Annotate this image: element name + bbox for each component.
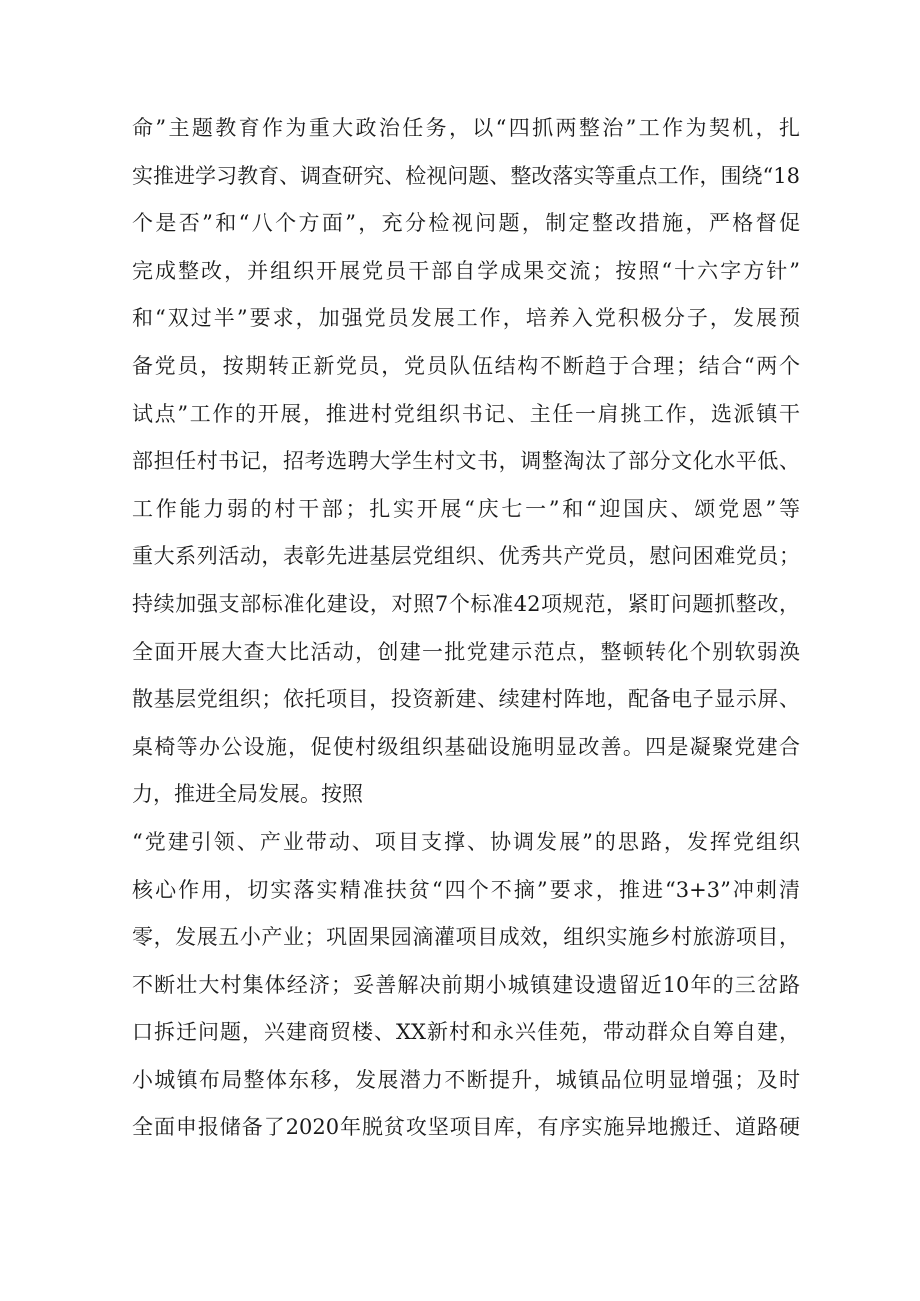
text-line: 核心作用，切实落实精准扶贫“四个不摘”要求，推进“3+3”冲刺清	[132, 877, 800, 902]
text-line: 口拆迁问题，兴建商贸楼、XX新村和永兴佳苑，带动群众自筹自建，	[132, 1020, 800, 1045]
text-line: 不断壮大村集体经济；妥善解决前期小城镇建设遗留近10年的三岔路	[132, 972, 800, 997]
body-text	[132, 110, 800, 1157]
text-line: 命”主题教育作为重大政治任务，以“四抓两整治”工作为契机，扎	[132, 116, 800, 140]
text-line: 实推进学习教育、调查研究、检视问题、整改落实等重点工作，围绕“18	[132, 163, 800, 188]
text-line: 力，推进全局发展。按照	[132, 782, 363, 807]
text-line: 桌椅等办公设施，促使村级组织基础设施明显改善。四是凝聚党建合	[132, 734, 800, 759]
text-line: 零，发展五小产业；巩固果园滴灌项目成效，组织实施乡村旅游项目，	[132, 925, 800, 950]
text-line: 完成整改，并组织开展党员干部自学成果交流；按照“十六字方针”	[132, 258, 800, 283]
text-line: 试点”工作的开展，推进村党组织书记、主任一肩挑工作，选派镇干	[132, 401, 800, 426]
text-line: 全面申报储备了2020年脱贫攻坚项目库，有序实施异地搬迁、道路硬	[132, 1115, 800, 1140]
text-line: 部担任村书记，招考选聘大学生村文书，调整淘汰了部分文化水平低、	[132, 449, 800, 474]
text-line: 持续加强支部标准化建设，对照7个标准42项规范，紧盯问题抓整改，	[132, 591, 800, 616]
text-line: “党建引领、产业带动、项目支撑、协调发展”的思路，发挥党组织	[132, 829, 800, 854]
text-line: 工作能力弱的村干部；扎实开展“庆七一”和“迎国庆、颂党恩”等	[132, 496, 800, 521]
text-line: 和“双过半”要求，加强党员发展工作，培养入党积极分子，发展预	[132, 306, 800, 331]
text-line: 重大系列活动，表彰先进基层党组织、优秀共产党员，慰问困难党员；	[132, 544, 800, 569]
text-line: 小城镇布局整体东移，发展潜力不断提升，城镇品位明显增强；及时	[132, 1067, 800, 1092]
text-line: 全面开展大查大比活动，创建一批党建示范点，整顿转化个别软弱涣	[132, 639, 800, 664]
text-line: 个是否”和“八个方面”，充分检视问题，制定整改措施，严格督促	[132, 211, 800, 236]
text-line: 散基层党组织；依托项目，投资新建、续建村阵地，配备电子显示屏、	[132, 687, 800, 712]
text-line: 备党员，按期转正新党员，党员队伍结构不断趋于合理；结合“两个	[132, 353, 800, 378]
